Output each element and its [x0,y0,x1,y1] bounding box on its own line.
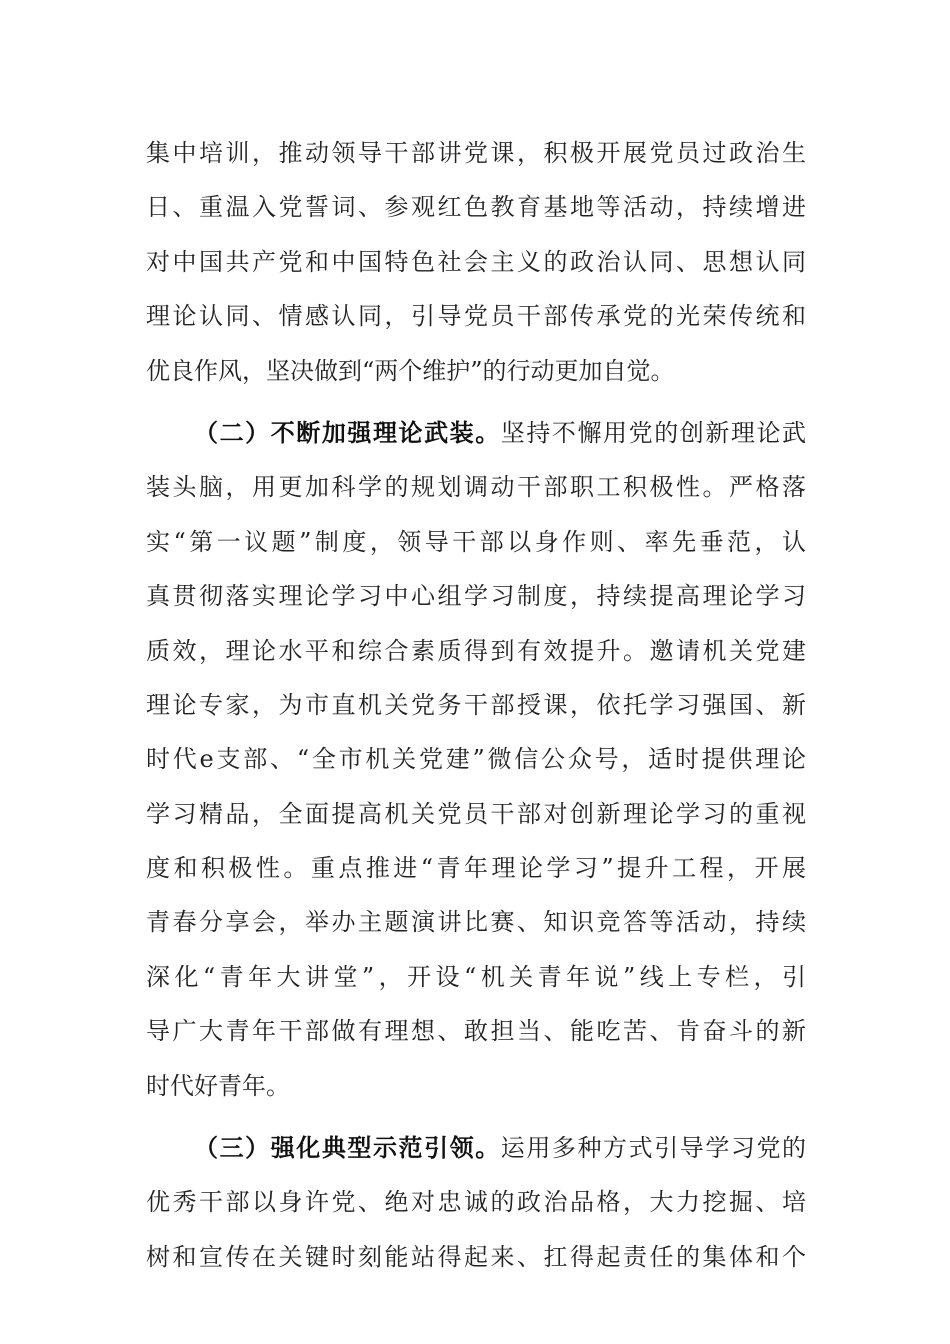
section-heading-2: （二）不断加强理论武装。 [194,417,501,447]
text-line: 学习精品，全面提高机关党员干部对创新理论学习的重视 [146,799,806,828]
text-line: 理论认同、情感认同，引导党员干部传承党的光荣传统和 [146,302,806,331]
paragraph-3 [146,1121,806,1284]
text-line: 理论专家，为市直机关党务干部授课，依托学习强国、新 [146,690,806,719]
text-line [146,1121,806,1175]
text-line: 青春分享会，举办主题演讲比赛、知识竞答等活动，持续 [146,908,806,937]
text-line: 度和积极性。重点推进“青年理论学习”提升工程，开展 [146,854,806,883]
paragraph-2 [146,406,806,1113]
paragraph-1 [146,126,806,398]
text-line [146,406,806,460]
text-line: 实“第一议题”制度，领导干部以身作则、率先垂范，认 [146,527,806,556]
text-line: 真贯彻落实理论学习中心组学习制度，持续提高理论学习 [146,582,806,611]
text-line: 日、重温入党誓词、参观红色教育基地等活动，持续增进 [146,193,806,222]
text-line: 质效，理论水平和综合素质得到有效提升。邀请机关党建 [146,636,806,665]
text-run: 运用多种方式引导学习党的 [500,1134,807,1163]
text-line: 导广大青年干部做有理想、敢担当、能吃苦、肯奋斗的新 [146,1017,806,1046]
body-text [146,126,806,1284]
text-line: 优秀干部以身许党、绝对忠诚的政治品格，大力挖掘、培 [146,1188,806,1217]
text-line: 深化“青年大讲堂”，开设“机关青年说”线上专栏，引 [146,962,806,991]
text-line: 时代e支部、“全市机关党建”微信公众号，适时提供理论 [146,745,806,774]
text-line: 对中国共产党和中国特色社会主义的政治认同、思想认同 [146,247,806,276]
text-line: 优良作风，坚决做到“两个维护”的行动更加自觉。 [146,356,675,385]
text-line: 树和宣传在关键时刻能站得起来、扛得起责任的集体和个 [146,1242,806,1271]
section-heading-3: （三）强化典型示范引领。 [194,1133,501,1163]
text-line: 装头脑，用更加科学的规划调动干部职工积极性。严格落 [146,473,806,502]
text-run: 坚持不懈用党的创新理论武 [500,418,807,447]
text-line: 时代好青年。 [146,1071,290,1100]
text-line: 集中培训，推动领导干部讲党课，积极开展党员过政治生 [146,139,806,167]
